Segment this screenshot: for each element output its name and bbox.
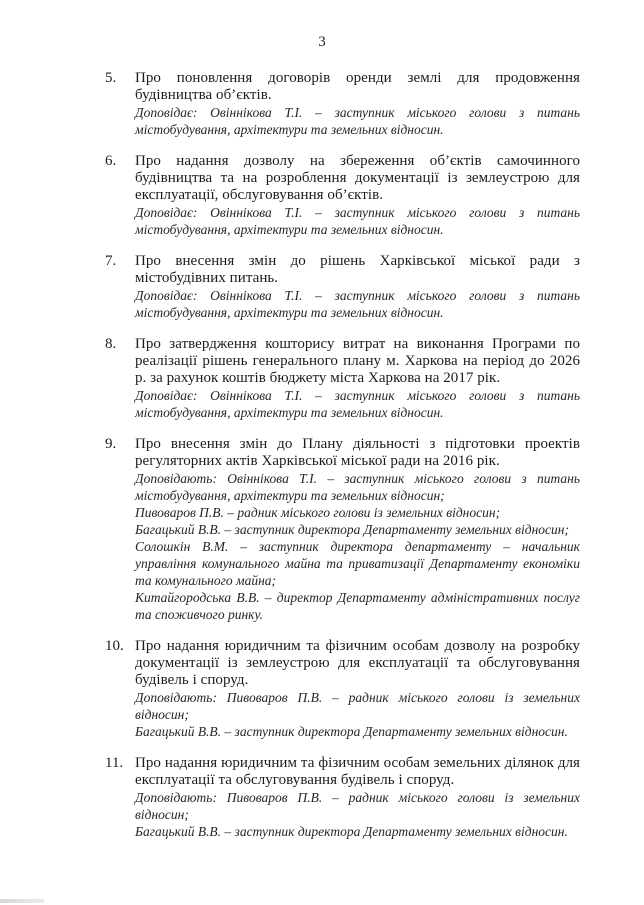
agenda-item-title: Про внесення змін до Плану діяльності з підготовки проектів регуляторних актів Харківської міської ради на 2016 рік. xyxy=(135,436,580,469)
agenda-item-number: 8. xyxy=(105,336,117,352)
agenda-item-number: 9. xyxy=(105,436,117,452)
reporter-line: Доповідають: Овіннікова Т.І. – заступник міського голови з питань містобудування, архітектури та земельних відносин; xyxy=(135,471,580,503)
agenda-item-9 xyxy=(100,436,580,623)
agenda-item-11 xyxy=(100,755,580,840)
reporter-line: Доповідає: Овіннікова Т.І. – заступник міського голови з питань містобудування, архітектури та земельних відносин. xyxy=(135,388,580,420)
reporter-line: Багацький В.В. – заступник директора Департаменту земельних відносин; xyxy=(135,522,569,537)
agenda-item-number: 10. xyxy=(105,638,124,654)
agenda-item-title: Про затвердження кошторису витрат на виконання Програми по реалізації рішень генерального плану м. Харкова на період до 2026 р. за рахунок коштів бюджету міста Харкова на 2017 рік. xyxy=(135,336,580,386)
reporter-line: Доповідає: Овіннікова Т.І. – заступник міського голови з питань містобудування, архітектури та земельних відносин. xyxy=(135,205,580,237)
agenda-item-title: Про надання юридичним та фізичним особам земельних ділянок для експлуатації та обслуговування будівель і споруд. xyxy=(135,755,580,788)
agenda-item-10 xyxy=(100,638,580,740)
agenda-item-number: 11. xyxy=(105,755,124,771)
reporter-line: Пивоваров П.В. – радник міського голови із земельних відносин; xyxy=(135,505,501,520)
page-number: 3 xyxy=(318,34,326,50)
agenda-item-title: Про надання юридичним та фізичним особам дозволу на розробку документації із землеустрою для експлуатації та обслуговування будівель і споруд. xyxy=(135,638,580,688)
agenda-item-8 xyxy=(100,336,580,421)
agenda-item-title: Про надання дозволу на збереження об’єктів самочинного будівництва та на розроблення документації із землеустрою для експлуатації, обслуговування об’єктів. xyxy=(135,153,580,203)
reporter-line: Солошкін В.М. – заступник директора департаменту – начальник управління комунального майна та приватизації Департаменту економіки та комунального майна; xyxy=(135,539,580,588)
agenda-item-number: 7. xyxy=(105,253,117,269)
reporter-line: Багацький В.В. – заступник директора Департаменту земельних відносин. xyxy=(135,724,568,739)
agenda-item-number: 6. xyxy=(105,153,117,169)
agenda-item-5 xyxy=(100,70,580,138)
agenda-item-title: Про поновлення договорів оренди землі для продовження будівництва об’єктів. xyxy=(135,70,580,103)
agenda-item-number: 5. xyxy=(105,70,117,86)
agenda-item-7 xyxy=(100,253,580,321)
agenda-item-title: Про внесення змін до рішень Харківської міської ради з містобудівних питань. xyxy=(135,253,580,286)
reporter-line: Доповідає: Овіннікова Т.І. – заступник міського голови з питань містобудування, архітектури та земельних відносин. xyxy=(135,288,580,320)
reporter-line: Китайгородська В.В. – директор Департаменту адміністративних послуг та споживчого ринку. xyxy=(135,590,580,622)
reporter-line: Доповідають: Пивоваров П.В. – радник міського голови із земельних відносин; xyxy=(135,690,580,722)
agenda-list xyxy=(100,70,580,855)
scan-edge-mark xyxy=(0,899,44,903)
agenda-item-6 xyxy=(100,153,580,238)
reporter-line: Доповідають: Пивоваров П.В. – радник міського голови із земельних відносин; xyxy=(135,790,580,822)
reporter-line: Доповідає: Овіннікова Т.І. – заступник міського голови з питань містобудування, архітектури та земельних відносин. xyxy=(135,105,580,137)
reporter-line: Багацький В.В. – заступник директора Департаменту земельних відносин. xyxy=(135,824,568,839)
